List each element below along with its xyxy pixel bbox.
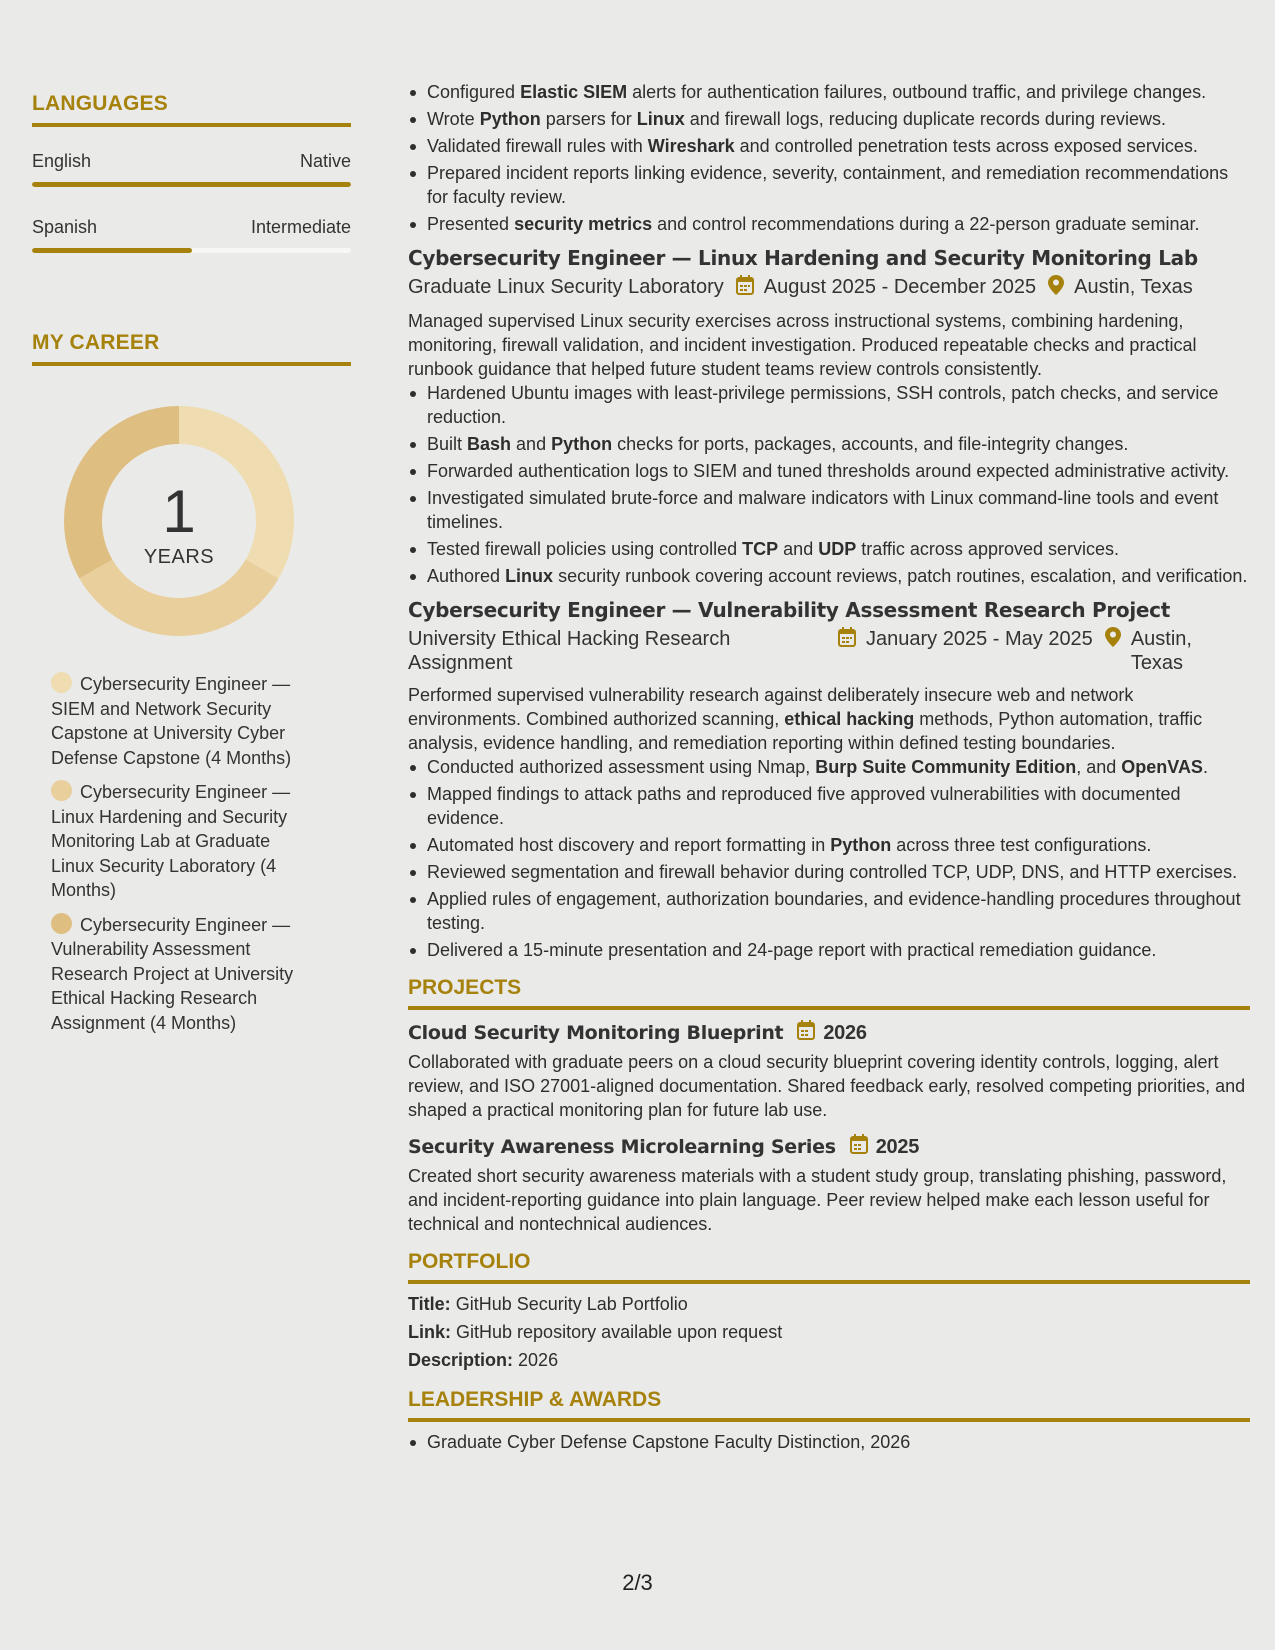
bullet-item: Reviewed segmentation and firewall behavior during controlled TCP, UDP, DNS, and HTTP exercises. <box>408 860 1250 884</box>
legend-dot-icon <box>51 780 72 801</box>
bold-keyword: OpenVAS <box>1121 757 1203 777</box>
page-number: 2/3 <box>622 1570 653 1595</box>
project-year: 2025 <box>875 1136 920 1158</box>
career-legend-text: Cybersecurity Engineer — SIEM and Network Security Capstone at University Cyber Defense Capstone (4 Months) <box>51 674 292 768</box>
sidebar <box>32 92 351 1045</box>
language-proficiency-bar <box>32 248 351 253</box>
bullet-item: Configured Elastic SIEM alerts for authentication failures, outbound traffic, and privilege changes. <box>408 80 1250 104</box>
bullet-item: Delivered a 15-minute presentation and 24-page report with practical remediation guidance. <box>408 938 1250 962</box>
awards-heading: LEADERSHIP & AWARDS <box>408 1388 1250 1422</box>
project-description: Collaborated with graduate peers on a cloud security blueprint covering identity controls, logging, alert review, and ISO 27001-aligned documentation. Shared feedback early, resolved competing priorities, and shaped a practical monitoring plan for future lab use. <box>408 1052 1246 1120</box>
calendar-icon <box>850 1134 868 1160</box>
job-organization: University Ethical Hacking Research Assignment <box>408 628 731 674</box>
portfolio-row <box>408 1292 1250 1316</box>
bold-keyword: security metrics <box>514 214 653 234</box>
bullet-item: Authored Linux security runbook covering account reviews, patch routines, escalation, and verification. <box>408 564 1250 588</box>
language-name: Spanish <box>32 217 98 237</box>
language-level: Intermediate <box>250 217 351 237</box>
bullet-item: Wrote Python parsers for Linux and firewall logs, reducing duplicate records during reviews. <box>408 107 1250 131</box>
portfolio-value: GitHub repository available upon request <box>456 1322 783 1342</box>
career-legend <box>51 672 311 1035</box>
legend-dot-icon <box>51 672 72 693</box>
bullet-item: Investigated simulated brute-force and malware indicators with Linux command-line tools and event timelines. <box>408 486 1250 534</box>
career-legend-item <box>51 672 311 770</box>
project-title: Cloud Security Monitoring Blueprint <box>408 1022 784 1044</box>
project-title: Security Awareness Microlearning Series <box>408 1136 836 1158</box>
portfolio-value: 2026 <box>518 1350 559 1370</box>
bullet-item: Tested firewall policies using controlled TCP and UDP traffic across approved services. <box>408 537 1250 561</box>
bullet-item: Forwarded authentication logs to SIEM and tuned thresholds around expected administrative activity. <box>408 459 1250 483</box>
bold-keyword: Linux <box>636 109 685 129</box>
awards-list <box>408 1430 1250 1454</box>
language-item <box>32 151 351 187</box>
projects-heading: PROJECTS <box>408 976 1250 1010</box>
experience-bullets-continued <box>408 80 1250 236</box>
bullet-item: Mapped findings to attack paths and reproduced five approved vulnerabilities with documented evidence. <box>408 782 1250 830</box>
job-summary: Performed supervised vulnerability research against deliberately insecure web and network environments. Combined authorized scanning, ethical hacking methods, Python automation, traffic analysis, evidence handling, and remediation reporting within defined testing boundaries. <box>408 685 1203 753</box>
career-donut-chart <box>64 406 294 636</box>
portfolio-label: Title: <box>408 1294 451 1314</box>
bold-keyword: Python <box>479 109 541 129</box>
bullet-item: Hardened Ubuntu images with least-privilege permissions, SSH controls, patch checks, and service reduction. <box>408 381 1250 429</box>
portfolio-value: GitHub Security Lab Portfolio <box>455 1294 688 1314</box>
job-meta <box>408 627 1250 675</box>
bold-keyword: UDP <box>818 539 857 559</box>
portfolio-label: Link: <box>408 1322 451 1342</box>
bold-keyword: TCP <box>742 539 779 559</box>
languages-heading: LANGUAGES <box>32 92 351 127</box>
language-proficiency-bar <box>32 182 351 187</box>
project-description: Created short security awareness materials with a student study group, translating phishing, password, and incident-reporting guidance into plain language. Peer review helped make each lesson useful for technical and nontechnical audiences. <box>408 1166 1227 1234</box>
bullet-item: Validated firewall rules with Wireshark and controlled penetration tests across exposed services. <box>408 134 1250 158</box>
job-dates: January 2025 - May 2025 <box>866 628 1093 650</box>
project-entry <box>408 1134 1250 1236</box>
legend-dot-icon <box>51 913 72 934</box>
portfolio-heading: PORTFOLIO <box>408 1250 1250 1284</box>
career-legend-item <box>51 780 311 903</box>
bullet-item: Presented security metrics and control recommendations during a 22-person graduate seminar. <box>408 212 1250 236</box>
location-pin-icon <box>1048 275 1064 301</box>
portfolio-row <box>408 1320 1250 1344</box>
job-bullets <box>408 755 1250 962</box>
career-years-unit: YEARS <box>143 545 215 568</box>
bold-keyword: Bash <box>467 434 512 454</box>
career-years-number: 1 <box>162 477 196 545</box>
bold-keyword: Burp Suite Community Edition <box>815 757 1077 777</box>
language-level: Native <box>299 151 351 171</box>
job-entry <box>408 598 1250 962</box>
bold-keyword: ethical hacking <box>784 709 915 729</box>
calendar-icon <box>797 1020 815 1046</box>
bold-keyword: Linux <box>505 566 554 586</box>
language-proficiency-fill <box>32 182 351 187</box>
award-item: Graduate Cyber Defense Capstone Faculty Distinction, 2026 <box>408 1430 1250 1454</box>
job-dates: August 2025 - December 2025 <box>763 276 1037 298</box>
job-title: Cybersecurity Engineer — Vulnerability Assessment Research Project <box>408 598 1170 622</box>
main-content <box>408 80 1250 1457</box>
job-entry <box>408 246 1250 588</box>
location-pin-icon <box>1105 627 1121 653</box>
calendar-icon <box>736 275 754 301</box>
portfolio-label: Description: <box>408 1350 514 1370</box>
job-location: Austin, Texas <box>1130 628 1192 674</box>
job-meta <box>408 275 1250 301</box>
calendar-icon <box>838 627 856 653</box>
job-bullets <box>408 381 1250 588</box>
career-legend-text: Cybersecurity Engineer — Linux Hardening and Security Monitoring Lab at Graduate Linux Security Laboratory (4 Months) <box>51 782 291 900</box>
career-heading: MY CAREER <box>32 331 351 366</box>
career-legend-item <box>51 913 311 1036</box>
career-legend-text: Cybersecurity Engineer — Vulnerability Assessment Research Project at University Ethical Hacking Research Assignment (4 Months) <box>51 914 294 1033</box>
language-item <box>32 217 351 253</box>
bold-keyword: Elastic SIEM <box>520 82 628 102</box>
project-entry <box>408 1020 1250 1122</box>
bullet-item: Prepared incident reports linking evidence, severity, containment, and remediation recommendations for faculty review. <box>408 161 1250 209</box>
bold-keyword: Python <box>551 434 613 454</box>
job-title: Cybersecurity Engineer — Linux Hardening and Security Monitoring Lab <box>408 246 1198 270</box>
bold-keyword: Wireshark <box>647 136 735 156</box>
job-organization: Graduate Linux Security Laboratory <box>408 276 724 298</box>
bullet-item: Applied rules of engagement, authorization boundaries, and evidence-handling procedures throughout testing. <box>408 887 1250 935</box>
language-proficiency-fill <box>32 248 192 253</box>
project-year: 2026 <box>823 1022 867 1044</box>
bullet-item: Built Bash and Python checks for ports, packages, accounts, and file-integrity changes. <box>408 432 1250 456</box>
portfolio-section <box>408 1292 1250 1372</box>
bullet-item: Automated host discovery and report formatting in Python across three test configurations. <box>408 833 1250 857</box>
job-summary: Managed supervised Linux security exercises across instructional systems, combining hardening, monitoring, firewall validation, and incident investigation. Produced repeatable checks and practical runbook guidance that helped future student teams review controls consistently. <box>408 311 1197 379</box>
language-name: English <box>32 151 92 171</box>
job-location: Austin, Texas <box>1074 276 1193 298</box>
bullet-item: Conducted authorized assessment using Nmap, Burp Suite Community Edition, and OpenVAS. <box>408 755 1250 779</box>
portfolio-row <box>408 1348 1250 1372</box>
bold-keyword: Python <box>830 835 892 855</box>
